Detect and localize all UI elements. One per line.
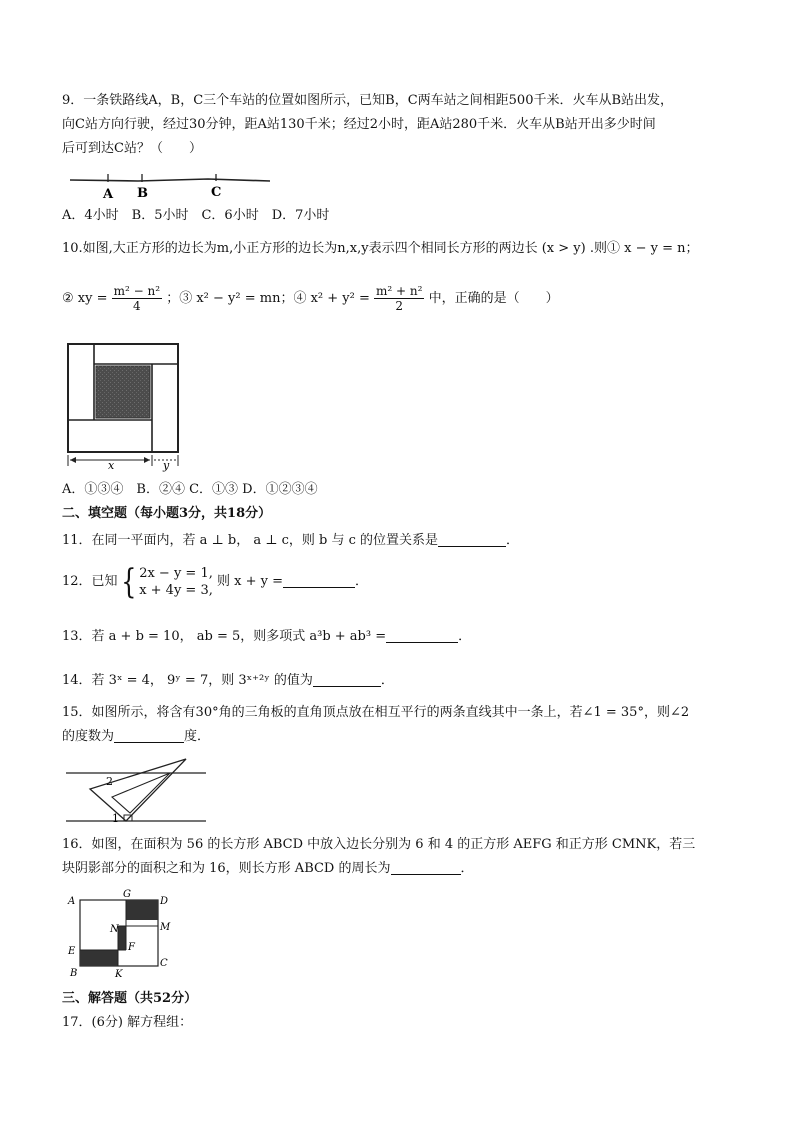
q10-line1-b: .则① x − y = n；: [589, 241, 699, 256]
q16-shade-bottom: [80, 950, 118, 966]
q14: [62, 672, 394, 690]
q13-text: 13．若 a + b = 10， ab = 5，则多项式 a³b + ab³ =: [62, 629, 387, 644]
q12-answer-blank: [283, 573, 355, 588]
q10-square-figure: [66, 342, 186, 472]
q15-angle-1-label: 1: [112, 812, 119, 825]
q15-answer-blank: [114, 728, 184, 743]
q10-fraction-1-numerator: m² − n²: [113, 284, 161, 298]
q9-options: A．4小时 B．5小时 C．6小时 D．7小时: [62, 208, 330, 223]
q12-equation-1: 2x − y = 1,: [139, 565, 213, 581]
q10-options: A．①③④ B．②④ C．①③ D．①②③④: [62, 482, 318, 497]
q16-label-f: F: [128, 942, 135, 953]
q10-fraction-2: [374, 284, 424, 313]
q16-line2: [62, 860, 474, 878]
q16-label-b: B: [70, 968, 78, 979]
q14-text: 14．若 3ˣ = 4， 9ʸ = 7，则 3ˣ⁺²ʸ 的值为: [62, 673, 313, 688]
q9-line2: 向C站方向行驶，经过30分钟，距A站130千米；经过2小时，距A站280千米．火车从B站开出多少时间: [62, 117, 656, 132]
q13-end: ．: [458, 629, 472, 644]
q10-label-y: y: [163, 459, 170, 472]
q10-statement3: ；③ x² − y² = mn；④ x² + y² =: [166, 291, 370, 306]
q9-line1: 9．一条铁路线A，B，C三个车站的位置如图所示，已知B，C两车站之间相距500千米．火车从B站出发，: [62, 93, 674, 108]
q10-label-x: x: [108, 459, 115, 472]
q12-ask: 则 x + y =: [217, 574, 283, 589]
q11-answer-blank: [438, 532, 506, 547]
q10-line2: [62, 284, 559, 314]
q16-label-d: D: [160, 896, 169, 907]
q10-fraction-2-denominator: 2: [395, 299, 404, 313]
q9-line3: 后可到达C站？（ ）: [62, 141, 202, 156]
q15-line1: 15．如图所示，将含有30°角的三角板的直角顶点放在相互平行的两条直线其中一条上，若∠1 = 35°，则∠2: [62, 705, 690, 720]
q12-text: 12．已知: [62, 574, 118, 589]
q16-label-n: N: [110, 924, 119, 935]
q16-line1: 16．如图，在面积为 56 的长方形 ABCD 中放入边长分别为 6 和 4 的正方形 AEFG 和正方形 CMNK，若三: [62, 837, 696, 852]
q10-fraction-1: [112, 284, 162, 313]
q16-end: ．: [460, 861, 474, 876]
station-label-a: A: [103, 187, 114, 202]
q9-railway-figure: [68, 168, 278, 202]
station-label-c: C: [211, 185, 222, 200]
q16-rectangle-figure: [66, 886, 176, 980]
q17-text: 17．(6分) 解方程组：: [62, 1015, 193, 1030]
q16-shade-middle: [118, 926, 126, 950]
q13-answer-blank: [386, 628, 458, 643]
q10-fraction-1-denominator: 4: [133, 299, 141, 313]
q12-system: [139, 565, 213, 599]
q12-equation-2: x + 4y = 3,: [139, 582, 213, 598]
q14-answer-blank: [313, 672, 381, 687]
q16-label-e: E: [68, 946, 76, 957]
q16-label-c: C: [160, 958, 168, 969]
station-label-b: B: [137, 186, 148, 201]
q16-answer-blank: [391, 860, 461, 875]
q15-angle-2-label: 2: [106, 775, 113, 788]
q11: [62, 532, 519, 550]
q15-end: 度．: [184, 729, 211, 744]
q12: [62, 563, 368, 601]
q16-label-k: K: [115, 969, 123, 980]
q16-label-a: A: [68, 896, 76, 907]
q14-end: ．: [380, 673, 394, 688]
q15-line2: [62, 728, 210, 746]
q16-text: 块阴影部分的面积之和为 16，则长方形 ABCD 的周长为: [62, 861, 391, 876]
q10-statement2: ② xy =: [62, 291, 108, 306]
q10-condition: (x > y): [541, 241, 586, 256]
q15-triangle-figure: [64, 755, 214, 827]
q12-end: ．: [355, 574, 369, 589]
q11-text: 11．在同一平面内，若 a ⊥ b， a ⊥ c，则 b 与 c 的位置关系是: [62, 533, 439, 548]
section2-title: 二、填空题（每小题3分，共18分）: [62, 506, 272, 521]
q12-brace: {: [120, 561, 136, 602]
q10-tail: 中，正确的是（ ）: [428, 291, 559, 306]
q13: [62, 628, 471, 646]
q11-end: ．: [506, 533, 520, 548]
q10-line1: [62, 240, 699, 258]
section3-title: 三、解答题（共52分）: [62, 991, 198, 1006]
q16-label-m: M: [160, 922, 171, 933]
q16-shade-top: [126, 900, 158, 920]
q16-label-g: G: [123, 889, 131, 900]
q10-fraction-2-numerator: m² + n²: [376, 284, 423, 298]
q10-line1-a: 10.如图,大正方形的边长为m,小正方形的边长为n,x,y表示四个相同长方形的两边长: [62, 241, 538, 256]
q15-text: 的度数为: [62, 729, 115, 744]
